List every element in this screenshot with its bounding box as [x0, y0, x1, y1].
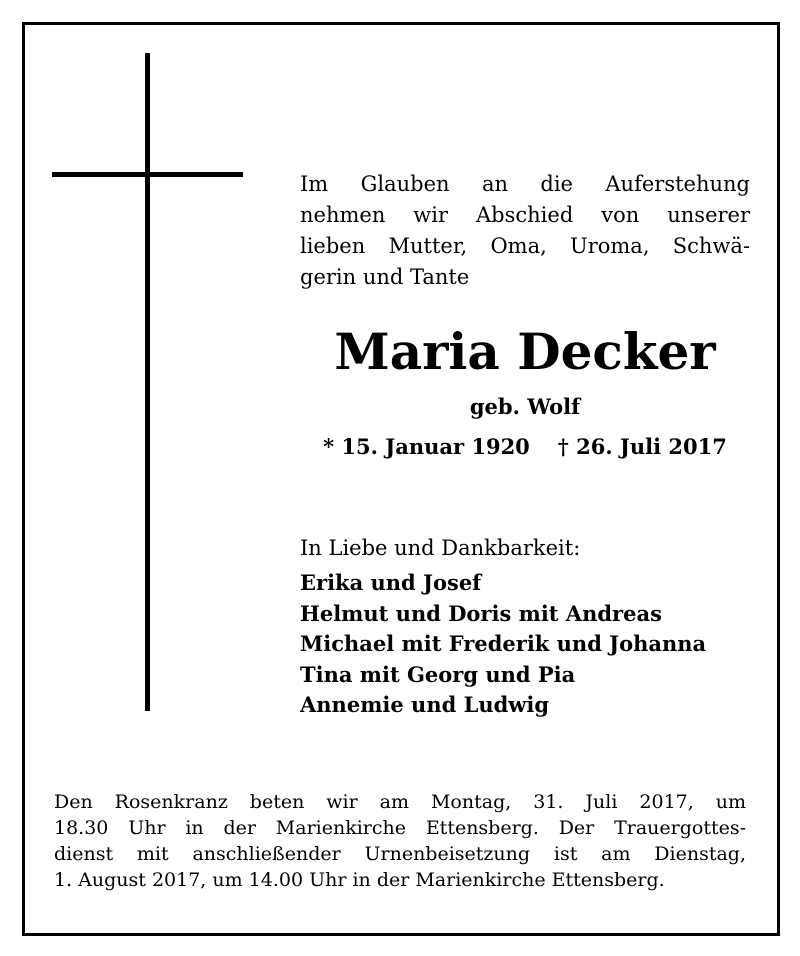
intro-line: gerin und Tante [300, 265, 470, 289]
mourner-entry: Helmut und Doris mit Andreas [300, 600, 662, 626]
notice-line: dienst mit anschließender Urnenbeisetzung ist am Dienstag, [54, 843, 746, 865]
notice-line: 1. August 2017, um 14.00 Uhr in der Marienkirche Ettensberg. [54, 869, 665, 891]
birth-date: * 15. Januar 1920 [323, 434, 530, 459]
deceased-name: Maria Decker [334, 322, 716, 381]
service-notice [54, 789, 746, 893]
thanks-line: In Liebe und Dankbarkeit: [300, 536, 581, 560]
notice-line: Den Rosenkranz beten wir am Montag, 31. Juli 2017, um [54, 791, 746, 813]
cross-icon-vertical-bar [145, 53, 150, 711]
intro-line: lieben Mutter, Oma, Uroma, Schwä- [300, 234, 750, 258]
mourner-entry: Erika und Josef [300, 570, 482, 595]
mourner-entry: Tina mit Georg und Pia [300, 661, 576, 687]
intro-line: Im Glauben an die Auferstehung [300, 172, 750, 196]
cross-icon-horizontal-bar [52, 172, 243, 177]
life-dates [300, 432, 750, 462]
intro-line: nehmen wir Abschied von unserer [300, 203, 750, 227]
notice-line: 18.30 Uhr in der Marienkirche Ettensberg. Der Trauergottes- [54, 817, 746, 839]
mourners-list [300, 568, 706, 721]
intro-text [300, 169, 750, 293]
mourner-entry: Michael mit Frederik und Johanna [300, 631, 707, 656]
death-date: † 26. Juli 2017 [557, 434, 727, 459]
mourner-entry: Annemie und Ludwig [300, 692, 550, 717]
maiden-name: geb. Wolf [469, 394, 581, 419]
